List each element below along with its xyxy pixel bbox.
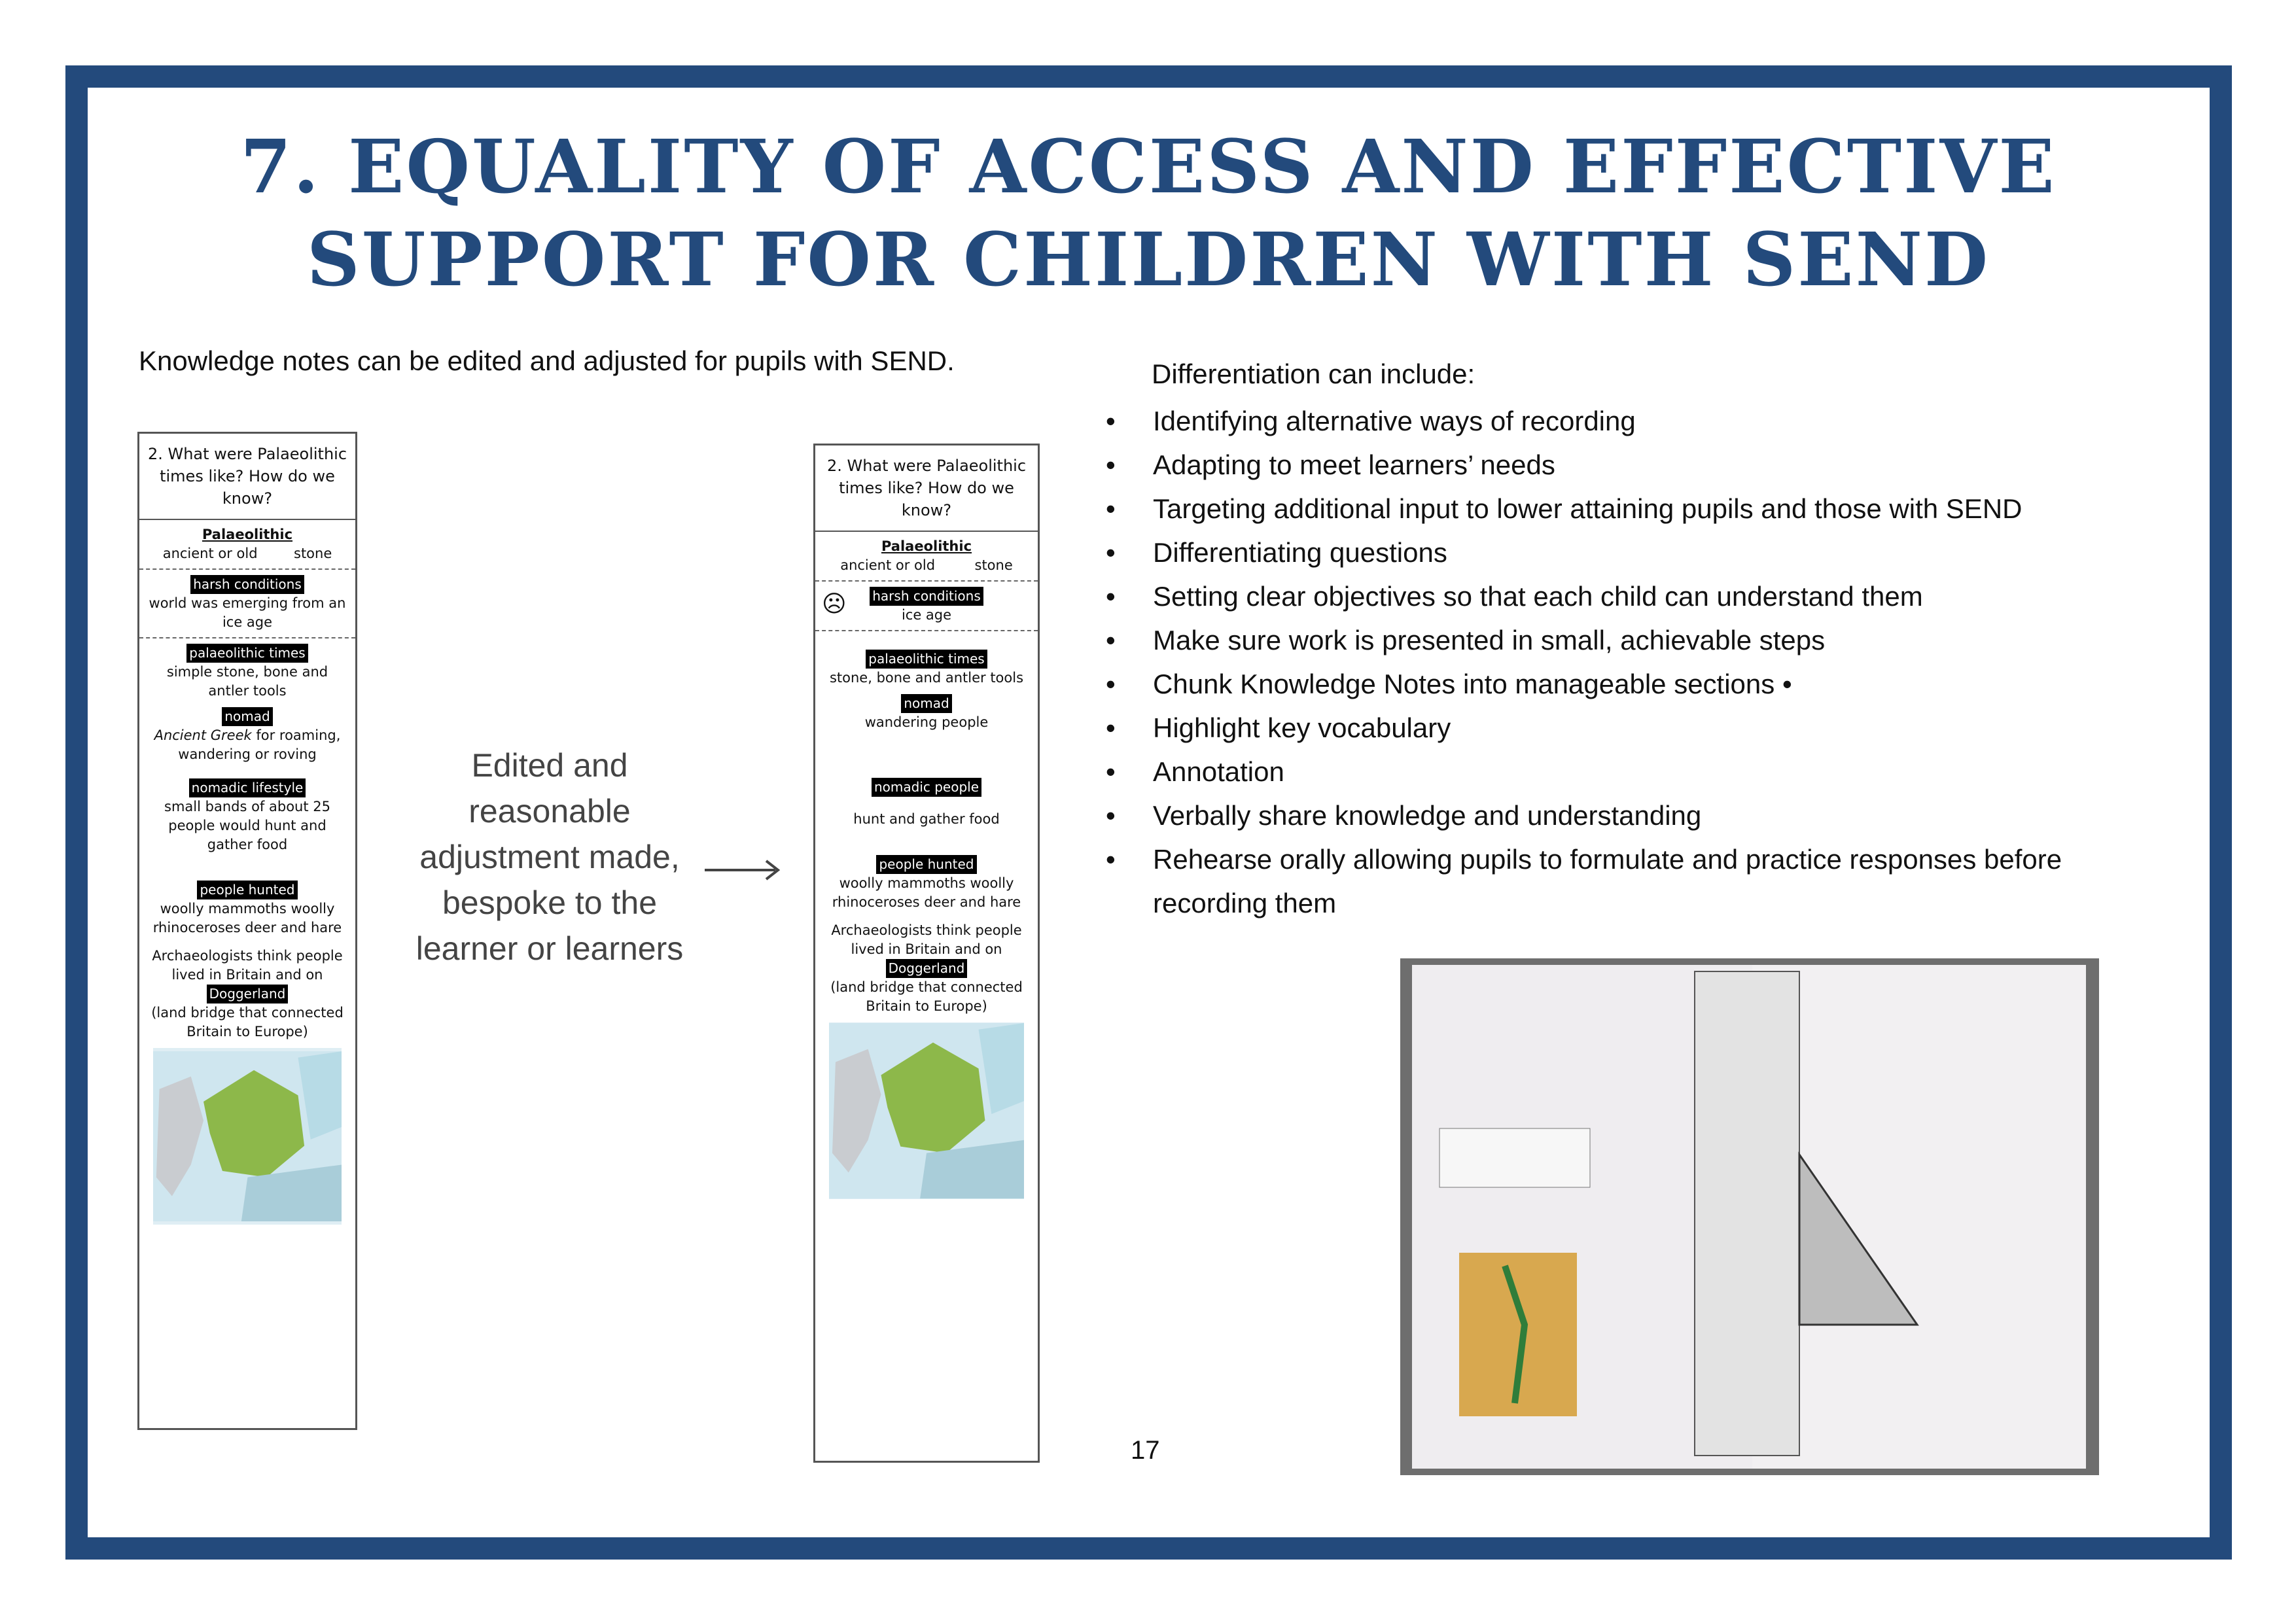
note-text: hunt and gather food [853, 811, 1000, 827]
note-text: wandering people [864, 714, 989, 730]
bullet-icon: • [1106, 537, 1116, 568]
bullet-icon: • [1106, 406, 1116, 436]
note-word-split [821, 556, 1033, 575]
note-word-split [145, 544, 350, 563]
note-tag: palaeolithic times [866, 650, 987, 669]
note-word: Palaeolithic [202, 527, 293, 542]
note-tag: Doggerland [886, 959, 968, 978]
note-split-left: ancient or old [840, 557, 936, 573]
page-title: 7. EQUALITY OF ACCESS AND EFFECTIVE SUPPORT FOR CHILDREN WITH SEND [240, 124, 2057, 303]
bullet-icon: • [1106, 669, 1116, 699]
note-question: 2. What were Palaeolithic times like? How do we know? [815, 445, 1038, 532]
note-tag: harsh conditions [190, 575, 304, 594]
doggerland-map-icon [153, 1048, 342, 1225]
list-item: • Highlight key vocabulary [1106, 706, 2127, 750]
note-tag: nomadic lifestyle [189, 778, 306, 797]
note-section [139, 570, 355, 638]
list-item: • Make sure work is presented in small, achievable steps [1106, 618, 2127, 662]
list-item: • Setting clear objectives so that each child can understand them [1106, 574, 2127, 618]
list-item: • Identifying alternative ways of recording [1106, 399, 2127, 443]
knowledge-note-adjusted [813, 444, 1040, 1463]
note-text: (land bridge that connected Britain to Europe) [830, 979, 1023, 1014]
note-tag: nomad [901, 694, 951, 713]
note-tag: nomad [222, 707, 272, 726]
note-tag: palaeolithic times [186, 644, 308, 663]
note-tag: harsh conditions [870, 587, 983, 606]
note-text: woolly mammoths woolly rhinoceroses deer and hare [832, 875, 1021, 910]
cold-face-icon: ☹ [822, 591, 847, 618]
bullet-icon: • [1106, 712, 1116, 743]
intro-text: Knowledge notes can be edited and adjusted for pupils with SEND. [139, 345, 955, 376]
note-text: Archaeologists think people lived in Britain and on [152, 948, 343, 983]
list-item: • Targeting additional input to lower attaining pupils and those with SEND [1106, 487, 2127, 531]
bullet-icon: • [1106, 844, 1116, 875]
adjustment-caption: Edited and reasonable adjustment made, bespoke to the learner or learners [415, 747, 684, 967]
note-split-right: stone [294, 546, 332, 561]
note-section [815, 582, 1038, 631]
note-text: simple stone, bone and antler tools [166, 664, 328, 699]
note-text: Archaeologists think people lived in Britain and on [831, 922, 1022, 957]
list-item: • Chunk Knowledge Notes into manageable sections • [1106, 662, 2127, 706]
note-section [139, 638, 355, 1230]
bullet-icon: • [1106, 625, 1116, 655]
note-word-section [815, 532, 1038, 582]
bullet-icon: • [1106, 756, 1116, 787]
note-text: world was emerging from an ice age [149, 595, 346, 630]
bullet-icon: • [1106, 493, 1116, 524]
note-text: (land bridge that connected Britain to Europe) [151, 1005, 344, 1039]
differentiation-heading: Differentiation can include: [1152, 358, 1475, 389]
note-text: ice age [901, 607, 952, 623]
differentiation-list [1106, 399, 2127, 925]
note-text: woolly mammoths woolly rhinoceroses deer and hare [152, 901, 342, 935]
list-item: • Annotation [1106, 750, 2127, 794]
note-tag: people hunted [197, 881, 297, 899]
bullet-icon: • [1106, 800, 1116, 831]
page-number: 17 [1131, 1436, 1160, 1465]
exercise-book-photo-icon [1400, 958, 2099, 1475]
list-item: • Differentiating questions [1106, 531, 2127, 574]
bullet-icon: • [1106, 449, 1116, 480]
list-item: • Verbally share knowledge and understanding [1106, 794, 2127, 837]
map-image [153, 1048, 342, 1225]
note-tag: Doggerland [207, 985, 289, 1003]
knowledge-note-original [137, 432, 357, 1430]
note-text: small bands of about 25 people would hunt and gather food [164, 799, 330, 852]
note-question: 2. What were Palaeolithic times like? How do we know? [139, 434, 355, 520]
note-word-section [139, 520, 355, 570]
note-tag: people hunted [876, 855, 976, 874]
bullet-icon: • [1106, 581, 1116, 612]
note-text: Ancient Greek for roaming, wandering or roving [154, 727, 341, 762]
note-tag: nomadic people [872, 778, 981, 797]
note-text: stone, bone and antler tools [829, 670, 1024, 686]
note-word: Palaeolithic [881, 538, 972, 554]
map-image [829, 1022, 1024, 1199]
pupil-book-photo [1400, 958, 2099, 1475]
right-arrow-icon [703, 857, 782, 883]
note-section [815, 631, 1038, 1204]
note-split-left: ancient or old [162, 546, 258, 561]
note-split-right: stone [974, 557, 1013, 573]
doggerland-map-icon [829, 1022, 1024, 1199]
list-item: • Adapting to meet learners’ needs [1106, 443, 2127, 487]
list-item: • Rehearse orally allowing pupils to formulate and practice responses before recording them [1106, 837, 2127, 925]
